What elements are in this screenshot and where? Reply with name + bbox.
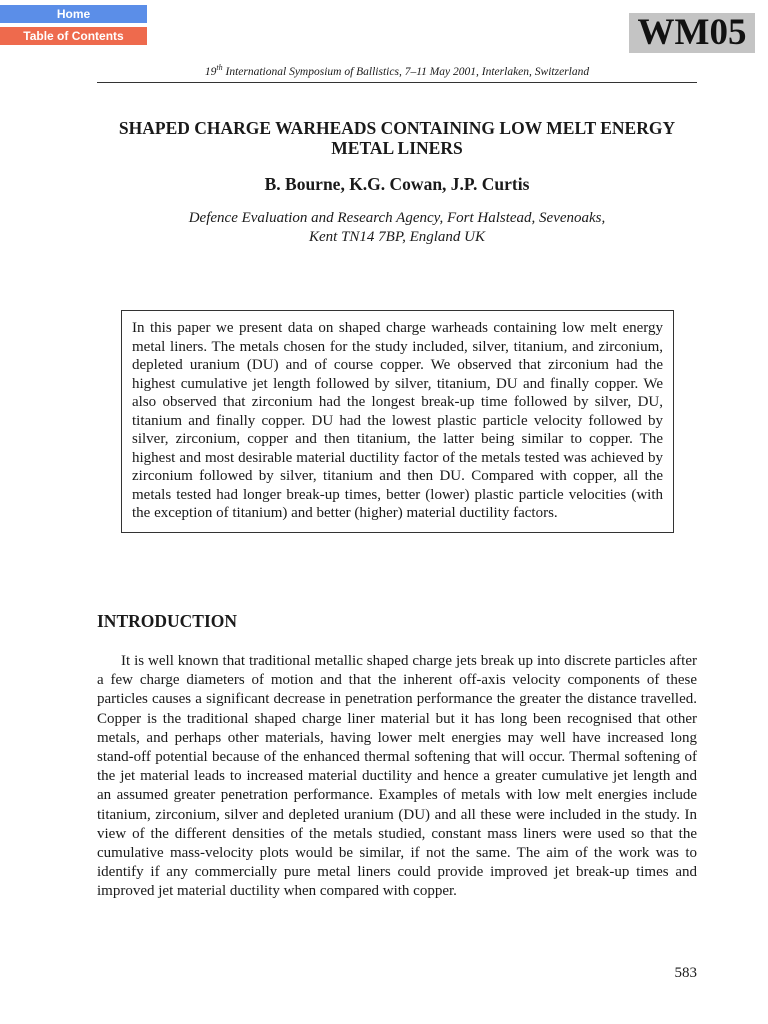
introduction-heading: INTRODUCTION: [97, 611, 238, 631]
paper-title: SHAPED CHARGE WARHEADS CONTAINING LOW MELT ENERGY METAL LINERS: [118, 118, 676, 158]
header-divider: [97, 82, 697, 83]
affiliation-line-1: Defence Evaluation and Research Agency, Fort Halstead, Sevenoaks,: [188, 210, 606, 226]
author-affiliation: [97, 209, 697, 247]
conference-name: International Symposium of Ballistics, 7–11 May 2001, Interlaken, Switzerland: [222, 65, 590, 78]
affiliation-line-2: Kent TN14 7BP, England UK: [309, 229, 485, 245]
introduction-paragraph: It is well known that traditional metallic shaped charge jets break up into discrete particles after a few charge diameters of motion and that the inherent off-axis velocity components of these particles causes a significant decrease in penetration performance the greater the distance travelled. Copper is the traditional shaped charge liner material but it has long been recognised that other metals, and perhaps other materials, having lower melt energies may well have increased long stand-off potential because of the enhanced thermal softening that will occur. Thermal softening of the jet material leads to increased material ductility and hence a greater cumulative jet length and an assumed greater penetration performance. Examples of metals with low melt energies include titanium, zirconium, silver and depleted uranium (DU) and all these were included in the study. In view of the different densities of the metals studied, constant mass liners were used so that the cumulative mass-velocity plots would be similar, if not the same. The aim of the work was to identify if any commercially pure metal liners could provide improved jet break-up times and improved jet material ductility when compared with copper.: [97, 653, 697, 900]
abstract-box: In this paper we present data on shaped charge warheads containing low melt energy metal liners. The metals chosen for the study included, silver, titanium, and zirconium, depleted uranium (DU) and of course copper. We observed that zirconium had the highest cumulative jet length followed by silver, titanium, DU and finally copper. We also observed that zirconium had the longest break-up time followed by silver, DU, titanium and finally copper. DU had the lowest plastic particle velocity followed by silver, zirconium, copper and then titanium, the latter being similar to copper. The highest and most desirable material ductility factor of the metals tested was achieved by zirconium followed by silver, titanium and then DU. Compared with copper, all the metals tested had longer break-up times, better (lower) plastic particle velocities (with the exception of titanium) and better (higher) material ductility factors.: [121, 310, 674, 533]
page-number: 583: [674, 965, 697, 981]
paper-code-badge: WM05: [629, 13, 755, 53]
conference-ordinal-suffix: th: [216, 63, 223, 72]
paper-authors: B. Bourne, K.G. Cowan, J.P. Curtis: [264, 174, 530, 194]
conference-ordinal: 19: [204, 65, 217, 78]
table-of-contents-button[interactable]: Table of Contents: [0, 27, 147, 45]
home-button[interactable]: Home: [0, 5, 147, 23]
conference-header: [97, 63, 697, 78]
